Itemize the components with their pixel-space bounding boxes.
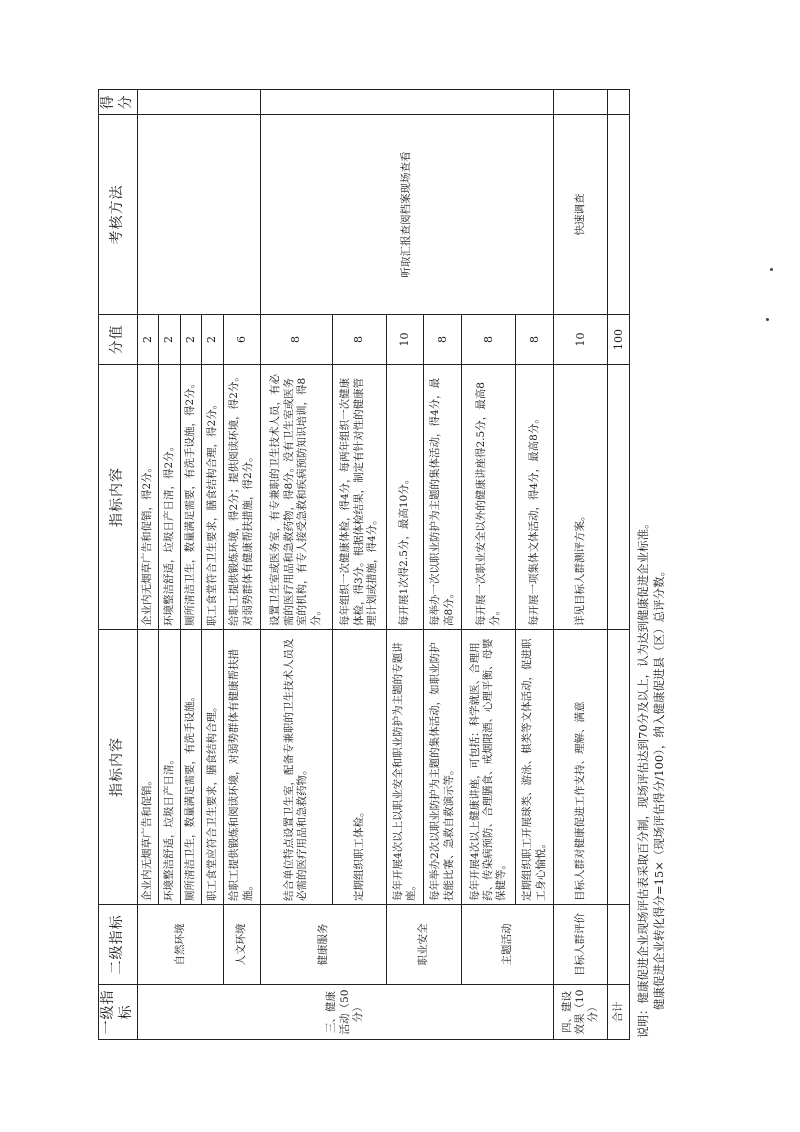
value-cell: 8: [462, 315, 516, 365]
empty-cell: [608, 90, 630, 115]
obtained-cell: [137, 90, 260, 115]
header-obtained: 得分: [99, 90, 138, 115]
table-row: [554, 90, 608, 1040]
method-quick-survey: 快速调查: [554, 115, 608, 315]
table-header-row: [99, 90, 138, 1040]
criteria-cell: 给职工提供锻炼环境，得2分；提供阅读环境，得2分。对弱势群体有健康帮扶措施，得2分。: [223, 365, 261, 630]
content-cell: 结合单位特点设置卫生室，配备专兼职的卫生技术人员及必需的医疗用品和急救药物。: [261, 630, 332, 905]
value-cell: 8: [516, 315, 554, 365]
footnote-line-1: 说明：健康促进企业现场评估表采取百分制，现场评估达到70分及以上，认为达到健康促进企业标准。: [636, 517, 650, 1038]
obtained-cell: [554, 90, 608, 115]
method-report-check: 听取汇报查阅档案现场查看: [261, 115, 554, 315]
criteria-cell: 厕所清洁卫生，数量满足需要，有洗手设施，得2分。: [180, 365, 201, 630]
value-cell: 2: [137, 315, 158, 365]
method-cell-empty: [137, 115, 260, 315]
total-row: [608, 90, 630, 1040]
criteria-cell: 每开展一项集体文体活动，得4分，最高8分。: [516, 365, 554, 630]
content-cell: 定期组织职工开展球类、游泳、棋类等文体活动，促进职工身心愉悦。: [516, 630, 554, 905]
criteria-cell: 每举办一次以职业防护为主题的集体活动，得4分，最高8分。: [424, 365, 462, 630]
content-cell: 环境整洁舒适，垃圾日产日清。: [159, 630, 180, 905]
value-cell: 2: [202, 315, 223, 365]
content-cell: 职工食堂应符合卫生要求，膳食结构合理。: [202, 630, 223, 905]
content-cell: 定期组织职工体检。: [332, 630, 386, 905]
table-row: [261, 90, 332, 1040]
empty-cell: [608, 630, 630, 905]
rotated-sheet: [98, 90, 666, 1040]
content-cell: 每年举办2次以职业防护为主题的集体活动，如职业防护技能比赛、急救自救演示等。: [424, 630, 462, 905]
level2-occupational-safety: 职业安全: [386, 905, 461, 985]
empty-cell: [608, 115, 630, 315]
content-cell: 给职工提供锻炼和阅读环境，对弱势群体有健康帮扶措施。: [223, 630, 261, 905]
total-label: 合计: [608, 985, 630, 1040]
header-method: 考核方法: [99, 115, 138, 315]
criteria-cell: 环境整洁舒适，垃圾日产日清，得2分。: [159, 365, 180, 630]
criteria-cell: 设置卫生室或医务室，有专兼职的卫生技术人员，有必需的医疗用品和急救药物，得8分。没有卫生室或医务室的机构，有专人接受急救和疾病预防知识培训，得8分。: [261, 365, 332, 630]
criteria-cell: 详见目标人群测评方案。: [554, 365, 608, 630]
header-level2: 二级指标: [99, 905, 138, 985]
header-score-value: 分值: [99, 315, 138, 365]
obtained-cell: [261, 90, 554, 115]
criteria-cell: 每开展一次职业安全以外的健康讲座得2.5分，最高8分。: [462, 365, 516, 630]
level2-theme-activity: 主题活动: [462, 905, 554, 985]
criteria-cell: 每开展1次得2.5分，最高10分。: [386, 365, 424, 630]
level1-health-activity: 三、健康活动（50分）: [137, 985, 553, 1040]
scan-speck: [770, 268, 773, 271]
criteria-cell: 企业内无烟草广告和促销，得2分。: [137, 365, 158, 630]
value-cell: 8: [424, 315, 462, 365]
criteria-cell: 职工食堂符合卫生要求，膳食结构合理，得2分。: [202, 365, 223, 630]
content-cell: 每年开展4次以上以职业安全和职业防护为主题的专题讲座。: [386, 630, 424, 905]
value-cell: 10: [386, 315, 424, 365]
header-content-b: 指标内容: [99, 365, 138, 630]
level2-natural-env: 自然环境: [137, 905, 223, 985]
value-cell: 8: [332, 315, 386, 365]
table-row: [137, 90, 158, 1040]
level2-health-service: 健康服务: [261, 905, 387, 985]
header-content-a: 指标内容: [99, 630, 138, 905]
level2-target-eval: 目标人群评价: [554, 905, 608, 985]
content-cell: 每年开展4次以上健康讲座，可包括：科学就医、合理用药、传染病预防、合理膳食、戒烟限酒、心理平衡、母婴保健等。: [462, 630, 516, 905]
value-cell: 6: [223, 315, 261, 365]
level1-effect: 四、建设效果（10分）: [554, 985, 608, 1040]
value-cell: 2: [159, 315, 180, 365]
value-cell: 8: [261, 315, 332, 365]
level2-humanities-env: 人文环境: [223, 905, 261, 985]
criteria-cell: 每年组织一次健康体检，得4分，每两年组织一次健康体检，得3分。根据体检结果，制定有针对性的健康管理计划或措施，得4分。: [332, 365, 386, 630]
content-cell: 厕所清洁卫生，数量满足需要，有洗手设施。: [180, 630, 201, 905]
total-value: 100: [608, 315, 630, 365]
header-level1: 一级指标: [99, 985, 138, 1040]
empty-cell: [608, 905, 630, 985]
evaluation-table: [98, 89, 630, 1040]
footnote: [636, 98, 667, 1038]
value-cell: 2: [180, 315, 201, 365]
content-cell: 目标人群对健康促进工作支持、理解、满意: [554, 630, 608, 905]
scan-speck: [766, 318, 769, 321]
footnote-line-2: 健康促进企业转化得分=15×（现场评估得分/100），纳入健康促进县（区）总评分数。: [651, 565, 666, 1010]
content-cell: 企业内无烟草广告和促销。: [137, 630, 158, 905]
value-cell: 10: [554, 315, 608, 365]
empty-cell: [608, 365, 630, 630]
